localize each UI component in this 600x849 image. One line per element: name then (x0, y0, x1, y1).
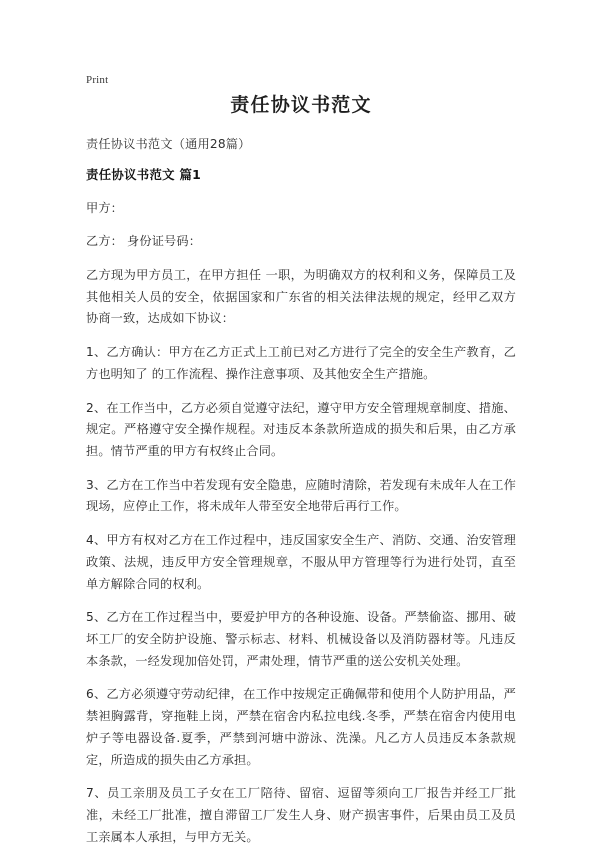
document-subtitle: 责任协议书范文（通用28篇） (86, 136, 251, 151)
clause-paragraph-6: 6、乙方必须遵守劳动纪律，在工作中按规定正确佩带和使用个人防护用品，严禁袒胸露背，穿拖鞋上岗，严禁在宿舍内私拉电线.冬季，严禁在宿舍内使用电炉子等电器设备.夏季，严禁到河塘中游泳、洗澡。凡乙方人员违反本条款规定，所造成的损失由乙方承担。 (86, 687, 516, 767)
print-bar (86, 70, 108, 86)
document-body (86, 93, 516, 849)
page-title: 责任协议书范文 (230, 94, 372, 116)
party-line-b: 乙方： 身份证号码： (86, 234, 202, 249)
clause-paragraph-4: 4、甲方有权对乙方在工作过程中，违反国家安全生产、消防、交通、治安管理政策、法规，违反甲方安全管理规章，不服从甲方管理等行为进行处罚，直至单方解除合同的权利。 (86, 533, 516, 591)
clause-paragraph-5: 5、乙方在工作过程当中，要爱护甲方的各种设施、设备。严禁偷盗、挪用、破坏工厂的安全防护设施、警示标志、材料、机械设备以及消防器材等。凡违反本条款，一经发现加倍处罚，严肃处理，情节严重的送公安机关处理。 (86, 610, 516, 668)
party-line-a: 甲方： (86, 200, 124, 215)
clause-paragraph-2: 2、在工作当中，乙方必须自觉遵守法纪，遵守甲方安全管理规章制度、措施、规定。严格遵守安全操作规程。对违反本条款所造成的损失和后果，由乙方承担。情节严重的甲方有权终止合同。 (86, 400, 516, 459)
clause-paragraph-7: 7、员工亲朋及员工子女在工厂陪待、留宿、逗留等须向工厂报告并经工厂批准，未经工厂批准，擅自滞留工厂发生人身、财产损害事件，后果由员工及员工亲属本人承担，与甲方无关。 (86, 786, 516, 844)
section-heading: 责任协议书范文 篇1 (86, 166, 202, 182)
clause-paragraph-1: 1、乙方确认：甲方在乙方正式上工前已对乙方进行了完全的安全生产教育，乙方也明知了 的工作流程、操作注意事项、及其他安全生产措施。 (86, 345, 516, 381)
preamble-paragraph: 乙方现为甲方员工，在甲方担任 一职，为明确双方的权利和义务，保障员工及其他相关人员的安全，依据国家和广东省的相关法律法规的规定，经甲乙双方协商一致，达成如下协议： (86, 267, 516, 326)
clause-paragraph-3: 3、乙方在工作当中若发现有安全隐患，应随时清除，若发现有未成年人在工作现场，应停止工作，将未成年人带至安全地带后再行工作。 (86, 477, 516, 514)
print-button[interactable]: Print (86, 74, 109, 86)
